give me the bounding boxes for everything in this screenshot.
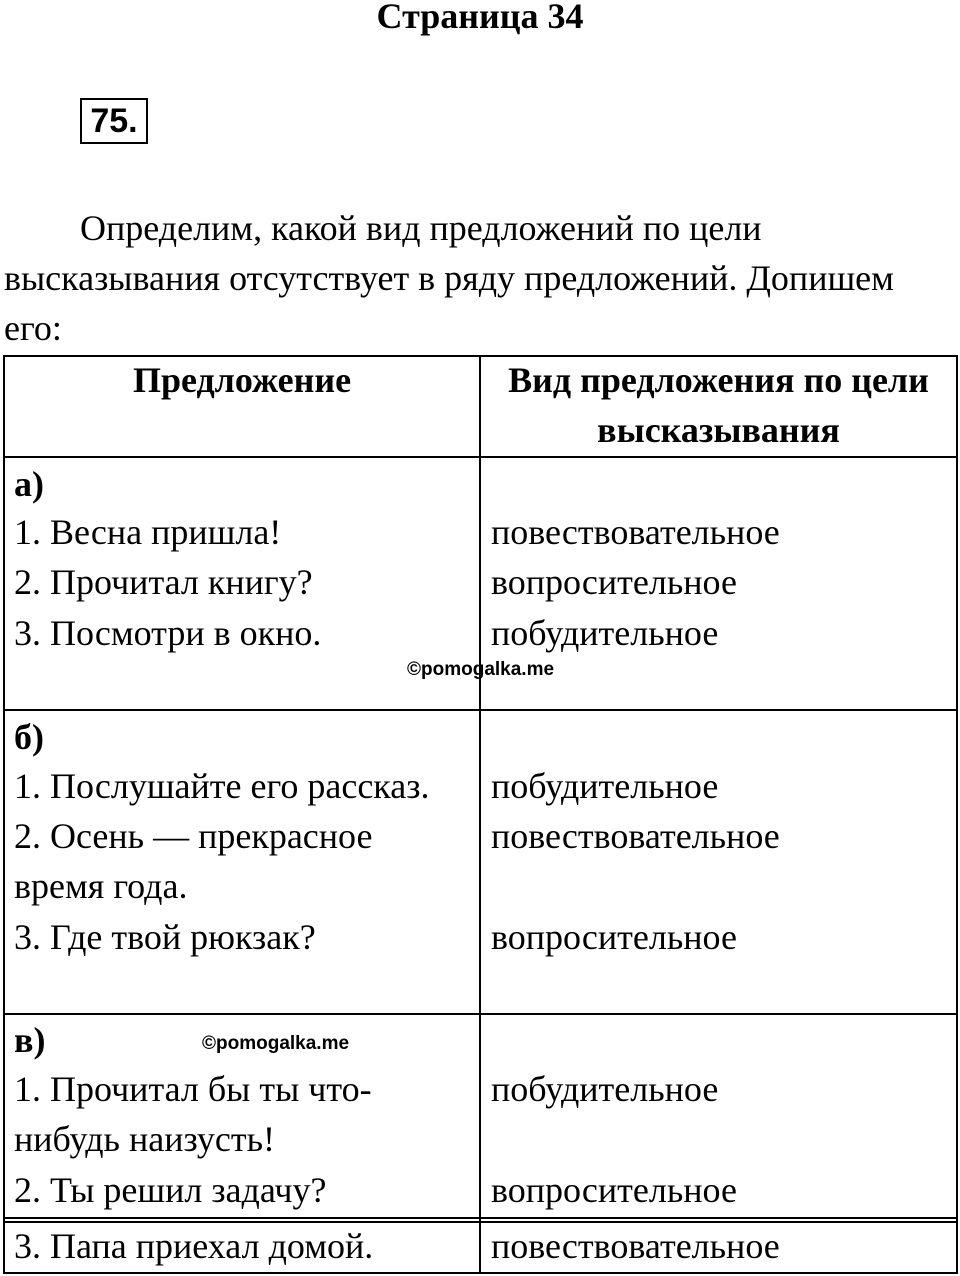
group-label-c: в) <box>14 1020 46 1060</box>
sentence-b2-line1: 2. Осень — прекрасное <box>14 816 373 856</box>
watermark: ©pomogalka.me <box>407 659 555 680</box>
sentence-c2: 2. Ты решил задачу? <box>14 1170 327 1210</box>
group-label-a: а) <box>14 464 44 504</box>
sentence-b3: 3. Где твой рюкзак? <box>14 917 316 957</box>
task-number: 75. <box>80 98 148 144</box>
watermark: ©pomogalka.me <box>202 1033 350 1054</box>
sentence-c1-line2: нибудь наизусть! <box>14 1119 276 1159</box>
type-b1: побудительное <box>491 766 719 806</box>
sentence-a3: 3. Посмотри в окно. <box>14 613 322 653</box>
table-border-left <box>3 355 5 1274</box>
header-type-line1: Вид предложения по цели <box>508 360 929 400</box>
table-border-right <box>956 355 958 1274</box>
type-a2: вопросительное <box>491 562 737 602</box>
sentence-c3: 3. Папа приехал домой. <box>14 1226 374 1266</box>
row-divider-b <box>3 1013 958 1015</box>
header-type-line2: высказывания <box>597 410 840 450</box>
table-column-divider <box>479 355 481 1274</box>
row-divider-header <box>3 456 958 458</box>
group-label-b: б) <box>14 717 44 757</box>
type-b2: повествовательное <box>491 816 780 856</box>
type-c3: повествовательное <box>491 1226 780 1266</box>
type-c2: вопросительное <box>491 1170 737 1210</box>
type-a3: побудительное <box>491 613 719 653</box>
header-sentence: Предложение <box>132 360 352 400</box>
sentence-b1: 1. Послушайте его рассказ. <box>14 766 430 806</box>
type-c1: побудительное <box>491 1069 719 1109</box>
page-title: Страница 34 <box>376 0 584 36</box>
row-divider-a <box>3 709 958 711</box>
row-divider-final-1 <box>3 1217 958 1219</box>
type-b3: вопросительное <box>491 917 737 957</box>
sentence-b2-line2: время года. <box>14 866 188 906</box>
sentence-c1-line1: 1. Прочитал бы ты что- <box>14 1069 372 1109</box>
type-a1: повествовательное <box>491 512 780 552</box>
sentence-a1: 1. Весна пришла! <box>14 512 282 552</box>
sentence-a2: 2. Прочитал книгу? <box>14 562 313 602</box>
intro-paragraph: Определим, какой вид предложений по цели высказывания отсутствует в ряду предложений. Допишем его: <box>4 208 894 348</box>
